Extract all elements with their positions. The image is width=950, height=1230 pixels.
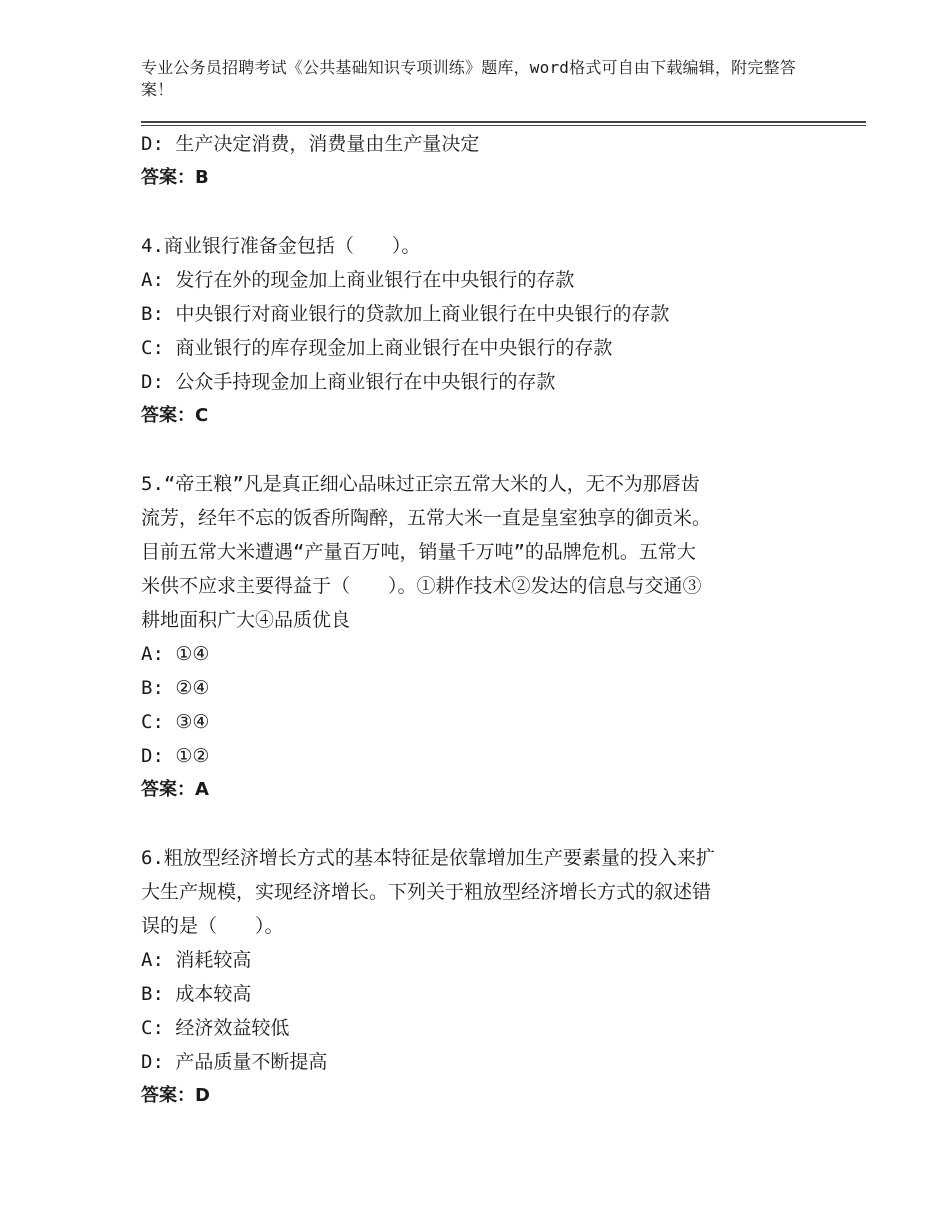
q3-answer: 答案：B (141, 167, 209, 188)
q6-question-line-2: 大生产规模，实现经济增长。下列关于粗放型经济增长方式的叙述错 (141, 881, 712, 903)
q6-option-a: A: 消耗较高 (141, 949, 252, 971)
q6-answer: 答案：D (141, 1085, 210, 1106)
q5-question-line-5: 耕地面积广大④品质优良 (141, 609, 351, 631)
q6-option-d: D: 产品质量不断提高 (141, 1051, 328, 1073)
question-list (141, 127, 821, 1113)
page-header: 专业公务员招聘考试《公共基础知识专项训练》题库，word格式可自由下载编辑，附完整答案！ (141, 58, 796, 99)
q6-question-line-1: 6.粗放型经济增长方式的基本特征是依靠增加生产要素量的投入来扩 (141, 847, 715, 869)
spacer (141, 195, 821, 229)
q4-option-d: D: 公众手持现金加上商业银行在中央银行的存款 (141, 371, 556, 393)
q5-question-line-1: 5.“帝王粮”凡是真正细心品味过正宗五常大米的人，无不为那唇齿 (141, 473, 700, 495)
q6-option-c: C: 经济效益较低 (141, 1017, 290, 1039)
spacer (141, 807, 821, 841)
q4-option-a: A: 发行在外的现金加上商业银行在中央银行的存款 (141, 269, 575, 291)
q6-option-b: B: 成本较高 (141, 983, 252, 1005)
header-rule-thick (141, 121, 866, 123)
q4-question: 4.商业银行准备金包括（ ）。 (141, 235, 421, 257)
q4-answer: 答案：C (141, 405, 209, 426)
q4-option-c: C: 商业银行的库存现金加上商业银行在中央银行的存款 (141, 337, 613, 359)
q5-option-c: C: ③④ (141, 711, 210, 733)
q5-question-line-4: 米供不应求主要得益于（ ）。①耕作技术②发达的信息与交通③ (141, 575, 702, 597)
q5-question-line-3: 目前五常大米遭遇“产量百万吨，销量千万吨”的品牌危机。五常大 (141, 541, 696, 563)
spacer (141, 433, 821, 467)
q4-option-b: B: 中央银行对商业银行的贷款加上商业银行在中央银行的存款 (141, 303, 670, 325)
q5-question-line-2: 流芳，经年不忘的饭香所陶醉，五常大米一直是皇室独享的御贡米。 (141, 507, 712, 529)
q3-option-d: D: 生产决定消费，消费量由生产量决定 (141, 133, 480, 155)
q6-question-line-3: 误的是（ ）。 (141, 915, 284, 937)
q5-option-a: A: ①④ (141, 643, 210, 665)
header-rule-thin (141, 125, 866, 126)
q5-option-b: B: ②④ (141, 677, 210, 699)
q5-answer: 答案：A (141, 779, 209, 800)
q5-option-d: D: ①② (141, 745, 210, 767)
